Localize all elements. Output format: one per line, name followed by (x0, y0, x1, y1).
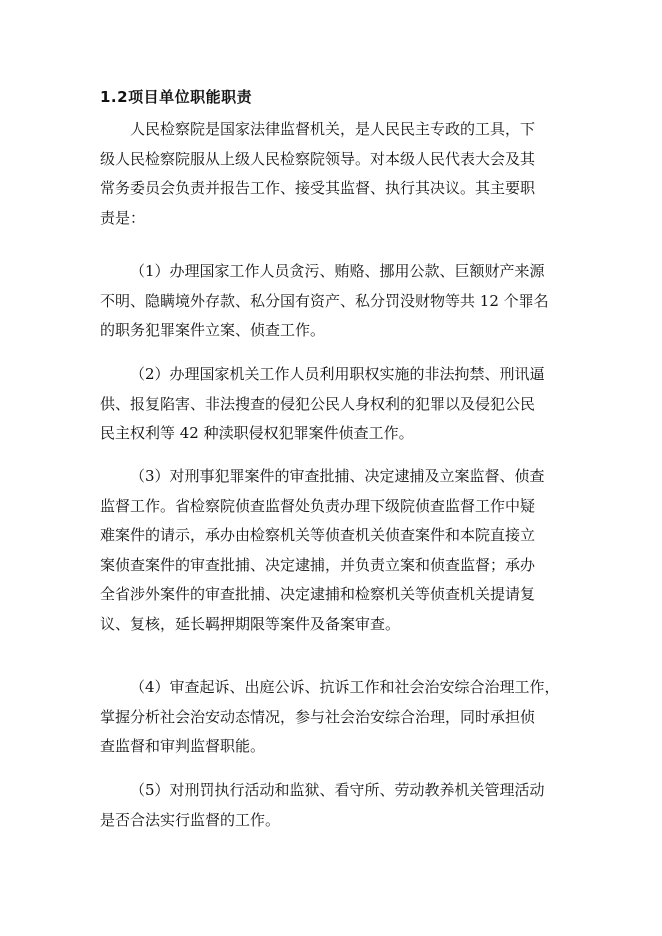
text-line: （2）办理国家机关工作人员利用职权实施的非法拘禁、刑讯逼 (130, 365, 545, 383)
paragraph-intro (100, 115, 562, 233)
text-line: 责是： (100, 208, 146, 227)
text-line: 不明、隐瞒境外存款、私分国有资产、私分罚没财物等共 12 个罪名 (100, 291, 549, 310)
text-line: 难案件的请示，承办由检察机关等侦查机关侦查案件和本院直接立 (100, 526, 536, 544)
text-line: 人民检察院是国家法律监督机关，是人民民主专政的工具，下 (130, 120, 536, 138)
paragraph-item-5 (100, 776, 562, 835)
text-line: 全省涉外案件的审查批捕、决定逮捕和检察机关等侦查机关提请复 (100, 585, 536, 603)
paragraph-item-2 (100, 360, 562, 449)
text-line: （3）对刑事犯罪案件的审查批捕、决定逮捕及立案监督、侦查 (130, 467, 545, 485)
text-line: 民主权利等 42 种渎职侵权犯罪案件侦查工作。 (100, 424, 414, 442)
paragraph-item-1 (100, 257, 562, 346)
text-line: （1）办理国家工作人员贪污、贿赂、挪用公款、巨额财产来源 (130, 262, 545, 280)
text-line: 的职务犯罪案件立案、侦查工作。 (100, 321, 326, 339)
text-line: 查监督和审判监督职能。 (100, 737, 266, 755)
text-line: 级人民检察院服从上级人民检察院领导。对本级人民代表大会及其 (100, 149, 536, 168)
text-line: 案侦查案件的审查批捕、决定逮捕，并负责立案和侦查监督；承办 (100, 555, 536, 574)
text-line: 议、复核，延长羁押期限等案件及备案审查。 (100, 614, 401, 633)
text-line: 是否合法实行监督的工作。 (100, 810, 281, 829)
text-line: （5）对刑罚执行活动和监狱、看守所、劳动教养机关管理活动 (130, 781, 545, 799)
paragraph-item-3 (100, 462, 562, 639)
paragraph-item-4 (100, 673, 562, 762)
text-line: 监督工作。省检察院侦查监督处负责办理下级院侦查监督工作中疑 (100, 496, 536, 515)
text-line: 掌握分析社会治安动态情况，参与社会治安综合治理，同时承担侦 (100, 707, 536, 726)
section-heading: 1.2项目单位职能职责 (100, 88, 253, 106)
text-line: （4）审查起诉、出庭公诉、抗诉工作和社会治安综合治理工作， (130, 678, 560, 696)
text-line: 常务委员会负责并报告工作、接受其监督、执行其决议。其主要职 (100, 179, 536, 197)
text-line: 供、报复陷害、非法搜查的侵犯公民人身权利的犯罪以及侵犯公民 (100, 394, 536, 413)
